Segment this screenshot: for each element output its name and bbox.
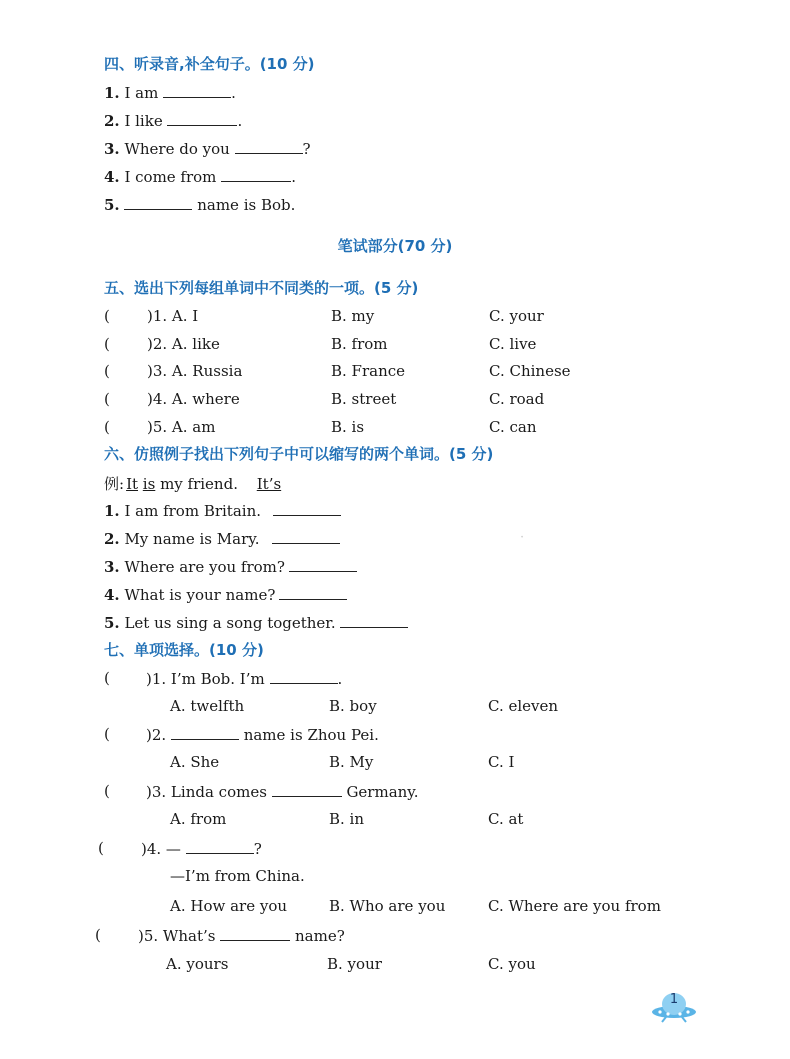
option-c[interactable]: C. I bbox=[488, 753, 515, 771]
section7-title: 七、单项选择。(10 分) bbox=[104, 641, 264, 659]
option-a[interactable]: A. yours bbox=[166, 955, 229, 973]
s7-q2: )2. name is Zhou Pei. bbox=[146, 726, 379, 744]
answer-blank[interactable] bbox=[124, 195, 192, 210]
option-a[interactable]: A. She bbox=[170, 753, 220, 771]
option-c[interactable]: C. you bbox=[488, 955, 536, 973]
option-c[interactable]: C. eleven bbox=[488, 697, 559, 715]
option-c: C. can bbox=[489, 418, 537, 436]
s4-item-4: 4. I come from . bbox=[104, 168, 296, 186]
answer-blank[interactable] bbox=[279, 585, 347, 600]
answer-paren[interactable]: ( bbox=[104, 335, 110, 353]
answer-blank[interactable] bbox=[220, 926, 290, 941]
option-b: B. France bbox=[331, 362, 406, 380]
answer-paren[interactable]: ( bbox=[104, 307, 110, 325]
answer-paren[interactable]: ( bbox=[104, 362, 110, 380]
answer-blank[interactable] bbox=[171, 725, 239, 740]
answer-blank[interactable] bbox=[273, 501, 341, 516]
s6-item-5: 5. Let us sing a song together. bbox=[104, 613, 408, 632]
option-b[interactable]: B. your bbox=[327, 955, 382, 973]
option-b[interactable]: B. boy bbox=[329, 697, 377, 715]
answer-blank[interactable] bbox=[340, 613, 408, 628]
option-b: B. is bbox=[331, 418, 365, 436]
answer-paren[interactable]: ( bbox=[104, 669, 110, 687]
s6-example: 例: It is my friend. It’s bbox=[104, 475, 282, 493]
section4-title: 四、听录音,补全句子。(10 分) bbox=[104, 55, 315, 73]
example-answer: It’s bbox=[256, 475, 282, 493]
s7-q5: )5. What’s name? bbox=[138, 927, 345, 945]
answer-blank[interactable] bbox=[221, 167, 291, 182]
answer-paren[interactable]: ( bbox=[95, 926, 101, 944]
written-part-title: 笔试部分(70 分) bbox=[337, 237, 453, 255]
s6-item-3: 3. Where are you from? bbox=[104, 557, 357, 576]
option-c: C. Chinese bbox=[489, 362, 571, 380]
s6-item-4: 4. What is your name? bbox=[104, 585, 347, 604]
s6-item-2: 2. My name is Mary. bbox=[104, 529, 340, 548]
answer-blank[interactable] bbox=[270, 669, 338, 684]
page-number-badge bbox=[650, 988, 698, 1024]
answer-blank[interactable] bbox=[272, 529, 340, 544]
answer-paren[interactable]: ( bbox=[104, 782, 110, 800]
option-a[interactable]: A. twelfth bbox=[170, 697, 245, 715]
option-b: B. from bbox=[331, 335, 388, 353]
s4-item-3: 3. Where do you ? bbox=[104, 140, 311, 158]
option-b[interactable]: B. in bbox=[329, 810, 365, 828]
s7-q1: )1. I’m Bob. I’m . bbox=[146, 670, 343, 688]
s4-item-5: 5. name is Bob. bbox=[104, 196, 296, 214]
page-number: 1 bbox=[669, 992, 679, 1007]
option-a[interactable]: A. from bbox=[170, 810, 227, 828]
option-a[interactable]: A. How are you bbox=[170, 897, 288, 915]
answer-blank[interactable] bbox=[289, 557, 357, 572]
s7-q4: )4. — ? bbox=[141, 840, 262, 858]
option-c[interactable]: C. at bbox=[488, 810, 524, 828]
option-c: C. road bbox=[489, 390, 545, 408]
s4-item-2: 2. I like . bbox=[104, 112, 243, 130]
s6-item-1: 1. I am from Britain. bbox=[104, 501, 341, 520]
section5-title: 五、选出下列每组单词中不同类的一项。(5 分) bbox=[104, 279, 419, 297]
option-c: C. live bbox=[489, 335, 537, 353]
option-c: C. your bbox=[489, 307, 544, 325]
answer-paren[interactable]: ( bbox=[98, 839, 104, 857]
option-b: B. my bbox=[331, 307, 375, 325]
s4-item-1: 1. I am . bbox=[104, 84, 236, 102]
answer-blank[interactable] bbox=[186, 839, 254, 854]
bleed-through: · bbox=[520, 530, 525, 545]
answer-blank[interactable] bbox=[272, 782, 342, 797]
worksheet-page: · 四、听录音,补全句子。(10 分) 1. I am . 2. I like . 3. Where do you ? 4. I come from . 5. name is Bob. 笔试部分(70 分) 五、选出下列每组单词中不同类的一项。(5 分) ( )1. A. I B. my C. your ( )2. A. like B. from C. live ( )3. A. Russia B. France C. Chinese ( )4. A. where B. street C. road ( )5. A. am B. is C. can 六、仿照例子找出下列句子中可以缩写的两个单词。(5 分) 例: It is my friend. It’s 1. I am from Britain. 2. My name is Mary. 3. Where are you from? 4. What is your name? 5. Let us sing a song together. 七、单项选择。(10 分) ( )1. I’m Bob. I’m . A. twelfth B. boy C. eleven ( )2. name is Zhou Pei. A. She B. My C. I ( )3. Linda comes Germany. A. from B. in C. at ( )4. — ? —I’m from China. A. How are you B. Who are you C. Where are you from ( )5. What’s name? A. yours B. your C. you 1 bbox=[0, 0, 790, 1059]
s7-q4-reply: —I’m from China. bbox=[170, 867, 305, 885]
section6-title: 六、仿照例子找出下列句子中可以缩写的两个单词。(5 分) bbox=[104, 445, 494, 463]
option-b[interactable]: B. Who are you bbox=[329, 897, 446, 915]
answer-blank[interactable] bbox=[163, 83, 231, 98]
s7-q3: )3. Linda comes Germany. bbox=[146, 783, 419, 801]
option-c[interactable]: C. Where are you from bbox=[488, 897, 661, 915]
answer-paren[interactable]: ( bbox=[104, 725, 110, 743]
answer-blank[interactable] bbox=[235, 139, 303, 154]
answer-paren[interactable]: ( bbox=[104, 418, 110, 436]
option-b[interactable]: B. My bbox=[329, 753, 374, 771]
answer-blank[interactable] bbox=[167, 111, 237, 126]
answer-paren[interactable]: ( bbox=[104, 390, 110, 408]
option-b: B. street bbox=[331, 390, 397, 408]
